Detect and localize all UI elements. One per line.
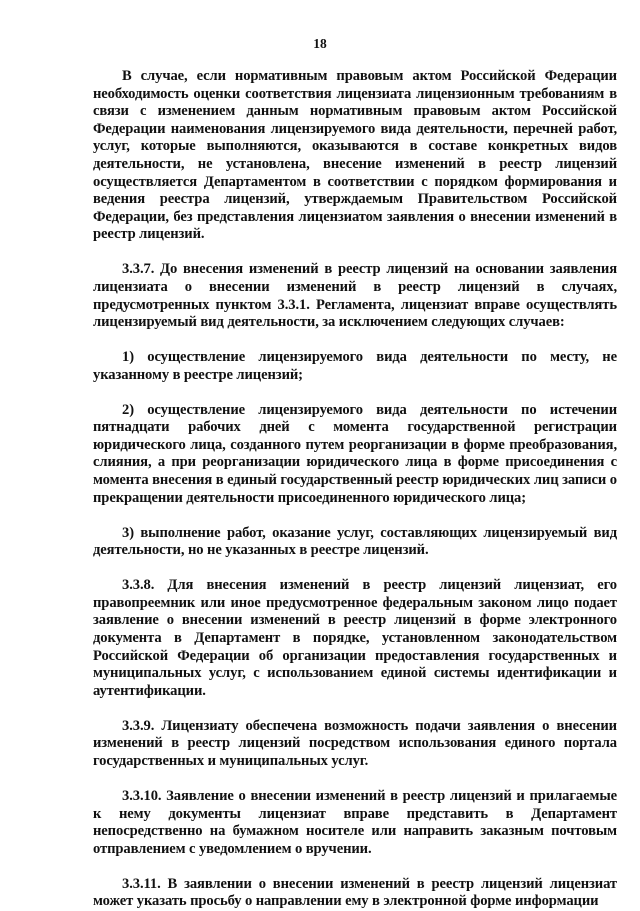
page-number: 18 — [313, 36, 327, 51]
paragraph-3-3-10: 3.3.10. Заявление о внесении изменений в реестр лицензий и прилагаемые к нему документы лицензиат вправе представить в Департамент непосредственно на бумажном носителе или направить заказным почтовым отправлением с уведомлением о вручении. — [93, 787, 617, 857]
paragraph-3-3-8: 3.3.8. Для внесения изменений в реестр лицензий лицензиат, его правопреемник или иное предусмотренное федеральным законом лицо подает заявление о внесении изменений в реестр лицензий в форме электронного документа в Департамент в порядке, установленном законодательством Российской Федерации об организации предоставления государственных и муниципальных услуг, с использованием единой системы идентификации и аутентификации. — [93, 577, 617, 699]
paragraph-item-2: 2) осуществление лицензируемого вида деятельности по истечении пятнадцати рабочих дней с момента государственной регистрации юридического лица, созданного путем реорганизации в форме преобразования, слияния, а при реорганизации юридического лица в форме присоединения с момента внесения в единый государственный реестр юридических лиц записи о прекращении деятельности присоединенного юридического лица; — [93, 401, 617, 506]
paragraph-3-3-11: 3.3.11. В заявлении о внесении изменений в реестр лицензий лицензиат может указать просьбу о направлении ему в электронной форме информации — [93, 875, 617, 910]
document-body — [93, 68, 617, 911]
paragraph-item-3: 3) выполнение работ, оказание услуг, составляющих лицензируемый вид деятельности, но не указанных в реестре лицензий. — [93, 524, 617, 559]
paragraph-change-without-application: В случае, если нормативным правовым актом Российской Федерации необходимость оценки соответствия лицензиата лицензионным требованиям в связи с изменением данным нормативным правовым актом Российской Федерации наименования лицензируемого вида деятельности, перечней работ, услуг, которые выполняются, оказываются в составе конкретных видов деятельности, не установлена, внесение изменений в реестр лицензий осуществляется Департаментом в соответствии с порядком формирования и ведения реестра лицензий, утверждаемым Правительством Российской Федерации, без представления лицензиатом заявления о внесении изменений в реестр лицензий. — [93, 68, 617, 243]
paragraph-item-1: 1) осуществление лицензируемого вида деятельности по месту, не указанному в реестре лицензий; — [93, 349, 617, 383]
paragraph-3-3-9: 3.3.9. Лицензиату обеспечена возможность подачи заявления о внесении изменений в реестр лицензий посредством использования единого портала государственных и муниципальных услуг. — [93, 717, 617, 769]
paragraph-3-3-7: 3.3.7. До внесения изменений в реестр лицензий на основании заявления лицензиата о внесении изменений в реестр лицензий в случаях, предусмотренных пунктом 3.3.1. Регламента, лицензиат вправе осуществлять лицензируемый вид деятельности, за исключением следующих случаев: — [93, 261, 617, 331]
